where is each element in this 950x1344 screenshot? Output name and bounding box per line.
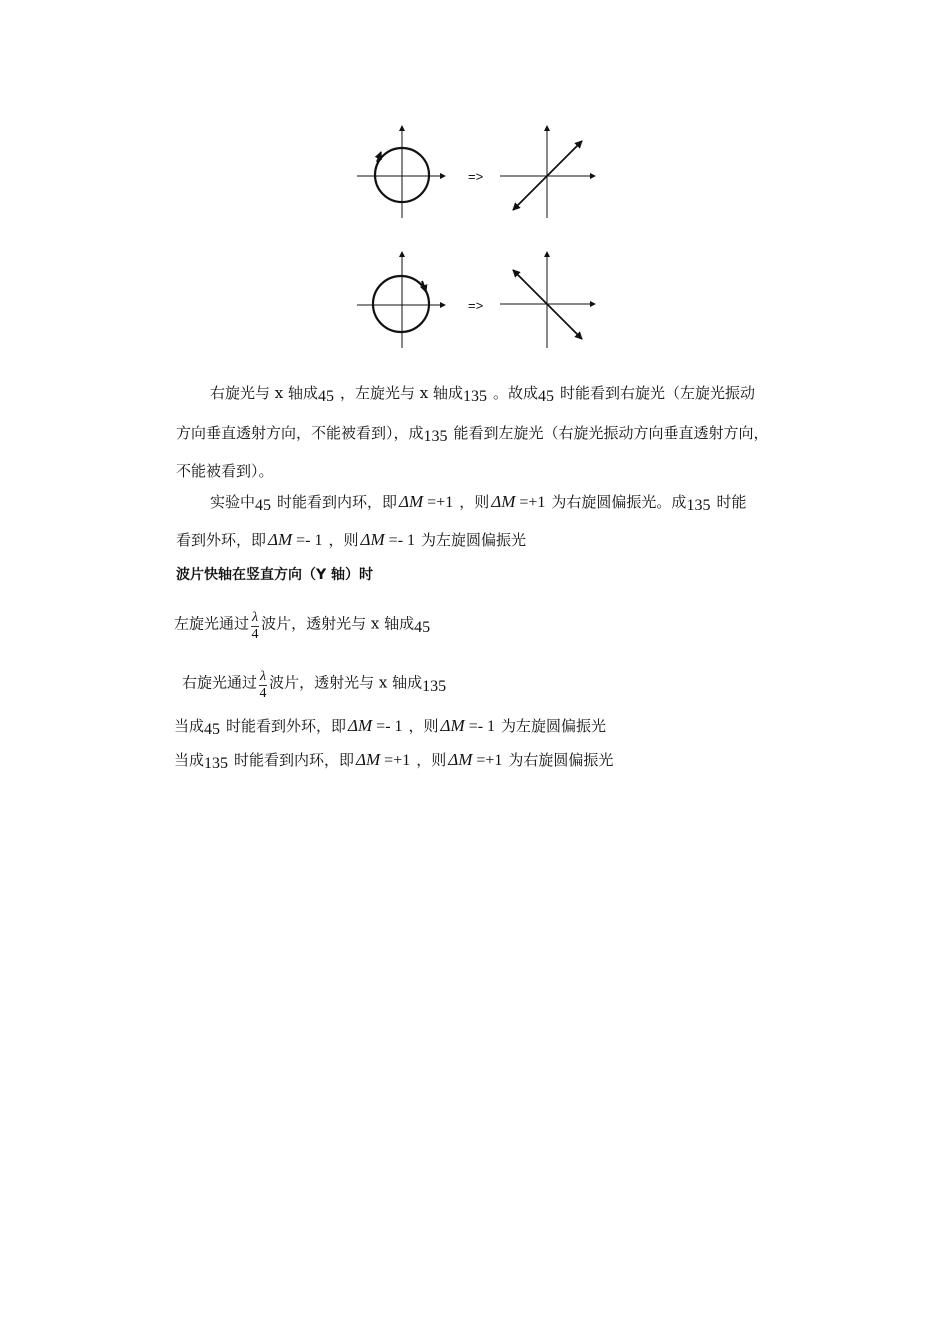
para2-line1	[210, 492, 746, 513]
text: 右旋光通过	[182, 673, 258, 692]
angle-value: 45	[538, 388, 555, 405]
text: ，左旋光与 x 轴成	[340, 384, 463, 402]
quarter-wave-fraction	[251, 610, 259, 643]
fraction-denominator: 4	[251, 627, 259, 642]
text: ，则	[416, 751, 447, 769]
fraction-numerator: λ	[252, 610, 259, 625]
text: 波片，透射光与 x 轴成	[261, 614, 415, 633]
delta-m-value: =+1	[384, 752, 411, 769]
delta-m: ΔM	[448, 750, 473, 769]
para1-line2	[176, 423, 769, 444]
angle-value: 135	[686, 497, 711, 514]
delta-m-value: =- 1	[376, 718, 403, 735]
item-right-circular	[182, 667, 452, 700]
quarter-wave-fraction	[259, 669, 267, 702]
arrow-symbol-1: =>	[468, 169, 484, 184]
text: 实验中	[210, 493, 256, 511]
angle-value: 45	[255, 497, 272, 514]
item-left-circular	[174, 608, 436, 641]
section-heading: 波片快轴在竖直方向（Y 轴）时	[176, 567, 374, 583]
polarization-figure	[340, 118, 610, 358]
item-45-case	[174, 716, 606, 737]
text: 为右旋圆偏振光。成	[551, 493, 687, 511]
angle-value: 135	[422, 677, 447, 695]
text: 左旋光通过	[174, 614, 250, 633]
angle-value: 45	[414, 618, 431, 636]
delta-m: ΔM	[356, 750, 381, 769]
text: 时能看到右旋光（左旋光振动	[560, 384, 756, 402]
arrow-symbol-2: =>	[468, 298, 484, 313]
angle-value: 45	[318, 388, 334, 405]
text: 方向垂直透射方向，不能被看到），成	[176, 424, 424, 442]
linear-135-diagram	[500, 252, 595, 348]
delta-m: ΔM	[348, 716, 373, 735]
text: 。故成	[493, 384, 539, 402]
text: 波片，透射光与 x 轴成	[269, 673, 423, 692]
para1-line3	[176, 461, 274, 481]
text: 看到外环，即	[176, 531, 267, 549]
delta-m: ΔM	[440, 716, 465, 735]
text: 不能被看到）。	[176, 462, 274, 480]
text: 能看到左旋光（右旋光振动方向垂直透射方向，	[453, 424, 769, 442]
delta-m: ΔM	[268, 530, 293, 549]
delta-m: ΔM	[399, 492, 424, 511]
text: 时能	[716, 493, 747, 511]
delta-m: ΔM	[360, 530, 385, 549]
text: ，则	[328, 531, 359, 549]
fraction-denominator: 4	[259, 686, 267, 701]
delta-m-value: =- 1	[388, 532, 416, 549]
para2-line2	[176, 530, 526, 551]
delta-m-value: =- 1	[468, 718, 496, 735]
delta-m-value: =+1	[476, 752, 503, 769]
delta-m-value: =+1	[427, 494, 454, 511]
angle-value: 135	[204, 755, 229, 772]
angle-value: 45	[204, 721, 221, 738]
delta-m: ΔM	[491, 492, 516, 511]
delta-m-value: =+1	[519, 494, 546, 511]
delta-m-value: =- 1	[296, 532, 323, 549]
text: 时能看到内环，即	[234, 751, 355, 769]
left-circular-diagram	[357, 126, 445, 218]
right-circular-diagram	[357, 252, 445, 348]
para1-line1	[210, 383, 755, 404]
text: 为左旋圆偏振光	[501, 717, 607, 735]
fraction-numerator: λ	[260, 669, 267, 684]
text: 为右旋圆偏振光	[508, 751, 614, 769]
text: 当成	[174, 717, 205, 735]
text: 当成	[174, 751, 205, 769]
text: ，则	[459, 493, 490, 511]
text: 时能看到内环，即	[277, 493, 398, 511]
text: 为左旋圆偏振光	[421, 531, 527, 549]
text: 右旋光与 x 轴成	[210, 384, 318, 402]
item-135-case	[174, 750, 613, 771]
angle-value: 135	[423, 428, 448, 445]
angle-value: 135	[463, 388, 487, 405]
text: 时能看到外环，即	[226, 717, 347, 735]
text: ，则	[408, 717, 439, 735]
linear-45-diagram	[500, 126, 595, 218]
